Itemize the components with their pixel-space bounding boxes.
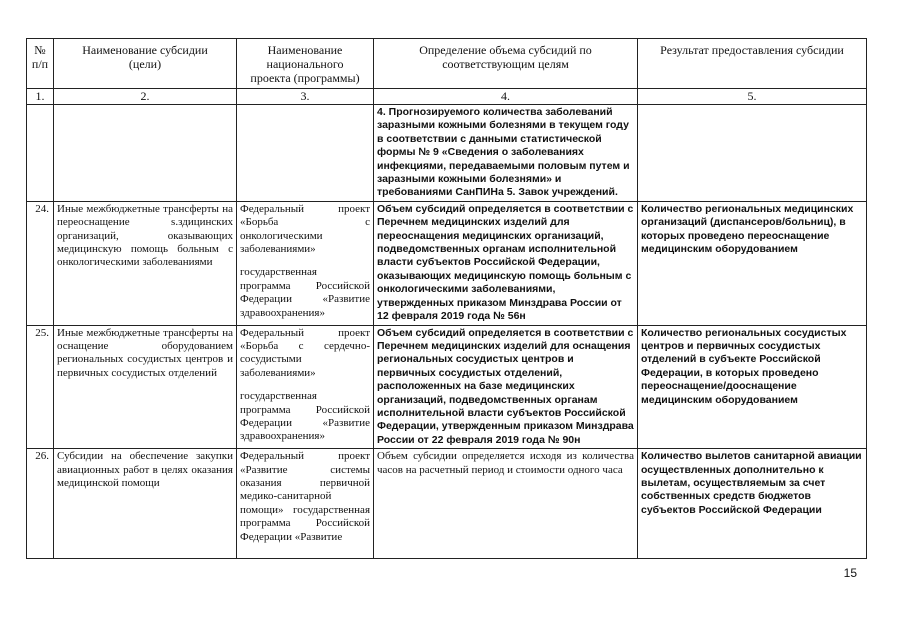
row-name: Иные межбюджетные трансферты на оснащение оборудованием региональных сосудистых центров и первичных сосудистых отделений bbox=[54, 325, 237, 449]
table-row-24 bbox=[27, 201, 867, 325]
header-row bbox=[27, 39, 867, 89]
row-project-federal: Федеральный проект «Развитие системы оказания первичной медико-санитарной помощи» bbox=[240, 450, 370, 516]
header-project: Наименование национального проекта (программы) bbox=[237, 39, 374, 89]
row-num: 25. bbox=[27, 325, 54, 449]
row-definition: Объем субсидий определяется в соответствии с Перечнем медицинских изделий для переоснащения медицинских организаций, подведомственных органам исполнительной власти субъектов Российской Федерации, оказывающих медицинскую помощь больным с онкологическими заболеваниями, утвержденных приказом Минздрава России от 12 февраля 2019 года № 56н bbox=[374, 201, 638, 325]
row-project bbox=[237, 449, 374, 559]
row-project-federal: Федеральный проект «Борьба с сердечно-сосудистыми заболеваниями» bbox=[240, 326, 370, 379]
row-definition: 4. Прогнозируемого количества заболеваний заразными кожными болезнями в текущем году в соответствии с данными статистической формы № 9 «Сведения о заболеваниях инфекциями, передаваемыми половым путем и заразными кожными болезнями» и требованиями СанПИНа 5. Завок учреждений. bbox=[374, 105, 638, 202]
header-definition: Определение объема субсидий по соответствующим целям bbox=[374, 39, 638, 89]
row-result: Количество региональных медицинских организаций (диспансеров/больниц), в которых проведено переоснащение медицинским оборудованием bbox=[638, 201, 867, 325]
row-project-state: государственная программа Российской Федерации «Развитие здравоохранения» bbox=[240, 390, 370, 443]
column-number-4: 4. bbox=[374, 89, 638, 105]
page-number: 15 bbox=[843, 566, 857, 580]
row-project bbox=[237, 325, 374, 449]
subsidies-table bbox=[26, 38, 867, 559]
header-name: Наименование субсидии (цели) bbox=[54, 39, 237, 89]
row-project-state: государственная программа Российской Федерации «Развитие здравоохранения» bbox=[240, 266, 370, 319]
row-project bbox=[237, 105, 374, 202]
row-project-state: государственная программа Российской Федерации «Развитие bbox=[240, 503, 370, 543]
row-num: 24. bbox=[27, 201, 54, 325]
row-name bbox=[54, 105, 237, 202]
row-name: Иные межбюджетные трансферты на переоснащение ѕ.здицинских организаций, оказывающих медицинскую помощь больным с онкологическими заболеваниями bbox=[54, 201, 237, 325]
column-number-3: 3. bbox=[237, 89, 374, 105]
header-result: Результат предоставления субсидии bbox=[638, 39, 867, 89]
row-definition: Объем субсидий определяется в соответствии с Перечнем медицинских изделий для оснащения региональных сосудистых центров и первичных сосудистых отделений, расположенных на базе медицинских организаций, подведомственных органам исполнительной власти субъектов Российской Федерации, утвержденным приказом Минздрава России от 22 февраля 2019 года № 90н bbox=[374, 325, 638, 449]
column-number-1: 1. bbox=[27, 89, 54, 105]
row-result: Количество вылетов санитарной авиации осуществленных дополнительно к вылетам, осуществляемым за счет собственных средств бюджетов субъектов Российской Федерации bbox=[638, 449, 867, 559]
row-definition: Объем субсидии определяется исходя из количества часов на расчетный период и стоимости одного часа bbox=[374, 449, 638, 559]
table-row-26 bbox=[27, 449, 867, 559]
column-number-row bbox=[27, 89, 867, 105]
row-name: Субсидии на обеспечение закупки авиационных работ в целях оказания медицинской помощи bbox=[54, 449, 237, 559]
column-number-5: 5. bbox=[638, 89, 867, 105]
row-project-federal: Федеральный проект «Борьба с онкологическими заболеваниями» bbox=[240, 202, 370, 256]
table-row-25 bbox=[27, 325, 867, 449]
row-num bbox=[27, 105, 54, 202]
row-result: Количество региональных сосудистых центров и первичных сосудистых отделений в субъекте Российской Федерации, в которых проведено переоснащение/дооснащение медицинским оборудованием bbox=[638, 325, 867, 449]
row-result bbox=[638, 105, 867, 202]
row-project bbox=[237, 201, 374, 325]
table-row-continuation bbox=[27, 105, 867, 202]
header-num: № п/п bbox=[27, 39, 54, 89]
row-num: 26. bbox=[27, 449, 54, 559]
column-number-2: 2. bbox=[54, 89, 237, 105]
